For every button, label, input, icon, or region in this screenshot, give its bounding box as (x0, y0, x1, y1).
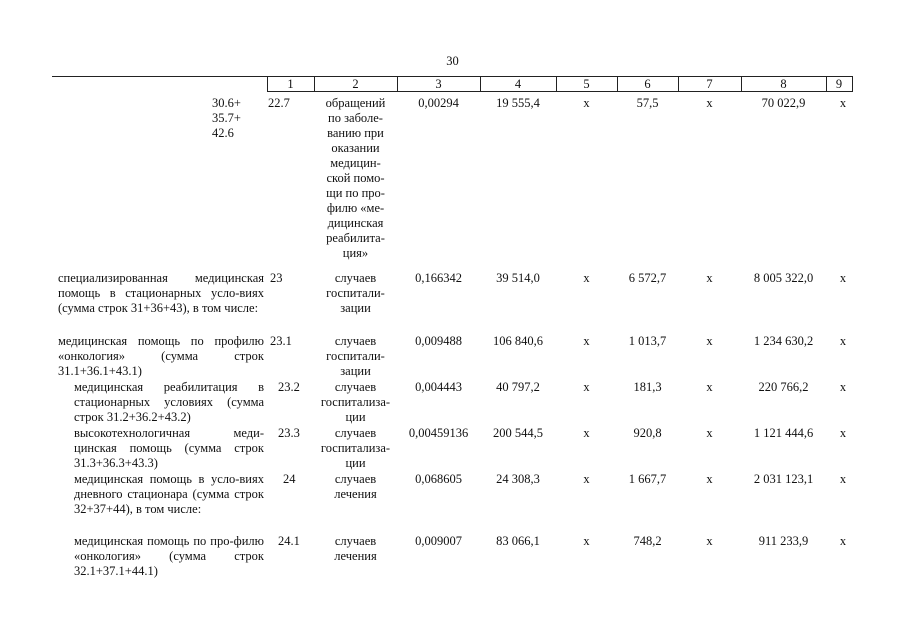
row-norm: 0,004443 (415, 380, 462, 394)
header-separator (852, 76, 853, 92)
row-label: медицинская помощь по про-филю «онкология» (сумма строк 32.1+37.1+44.1) (74, 534, 264, 578)
row-col5: х (583, 96, 590, 110)
row-col6: 748,2 (633, 534, 662, 548)
row-col9: х (839, 96, 847, 110)
row-col6: 57,5 (636, 96, 659, 110)
row-col7: х (706, 380, 713, 394)
row-col8: 70 022,9 (761, 96, 806, 110)
row-norm: 0,166342 (415, 271, 462, 285)
column-header: 7 (706, 77, 713, 91)
row-col5: х (583, 334, 590, 348)
row-code: 23.3 (278, 426, 300, 440)
row-col9: х (839, 380, 847, 394)
row-label: медицинская реабилитация в стационарных условиях (сумма строк 31.2+36.2+43.2) (74, 380, 264, 424)
row-cost: 24 308,3 (496, 472, 540, 486)
row-norm: 0,009488 (415, 334, 462, 348)
row-col7: х (706, 271, 713, 285)
row-col7: х (706, 96, 713, 110)
row-code: 23.1 (270, 334, 292, 348)
row-norm: 0,068605 (415, 472, 462, 486)
column-header: 9 (835, 77, 843, 91)
row-col5: х (583, 426, 590, 440)
row-cost: 106 840,6 (493, 334, 543, 348)
row-col7: х (706, 334, 713, 348)
row-unit: случаев лечения (334, 472, 377, 501)
row-col6: 1 667,7 (628, 472, 667, 486)
row-cost: 83 066,1 (496, 534, 540, 548)
row-col6: 1 013,7 (628, 334, 667, 348)
row-label: специализированная медицинская помощь в стационарных усло-виях (сумма строк 31+36+43), в том числе: (58, 271, 264, 315)
column-header: 1 (287, 77, 294, 91)
row-col9: х (839, 334, 847, 348)
column-header: 2 (352, 77, 359, 91)
row-col5: х (583, 271, 590, 285)
row-norm: 0,00294 (418, 96, 459, 110)
row-col6: 920,8 (633, 426, 662, 440)
row-col7: х (706, 472, 713, 486)
row-col9: х (839, 472, 847, 486)
row-code: 24.1 (278, 534, 300, 548)
row-unit: случаев госпитализа- ции (320, 380, 391, 424)
row-norm: 0,009007 (415, 534, 462, 548)
row-label: высокотехнологичная меди-цинская помощь (сумма строк 31.3+36.3+43.3) (74, 426, 264, 470)
row-cost: 200 544,5 (493, 426, 543, 440)
row-col6: 181,3 (633, 380, 662, 394)
row-unit: случаев госпитализа- ции (320, 426, 391, 470)
row-col9: х (839, 271, 847, 285)
row-norm: 0,00459136 (408, 426, 469, 440)
row-col8: 8 005 322,0 (753, 271, 814, 285)
row-col9: х (839, 426, 847, 440)
row-cost: 39 514,0 (496, 271, 540, 285)
header-bottom-rule (267, 91, 852, 92)
row-col7: х (706, 426, 713, 440)
row-col5: х (583, 472, 590, 486)
row-col5: х (583, 534, 590, 548)
row-unit: случаев лечения (334, 534, 377, 563)
row-col8: 220 766,2 (758, 380, 809, 394)
row-col6: 6 572,7 (628, 271, 667, 285)
row-code: 23.2 (278, 380, 300, 394)
row-unit: случаев госпитали- зации (326, 334, 385, 378)
row-col5: х (583, 380, 590, 394)
row-cost: 19 555,4 (496, 96, 540, 110)
row-col7: х (706, 534, 713, 548)
column-header: 5 (583, 77, 590, 91)
row-col8: 1 121 444,6 (753, 426, 814, 440)
column-header: 4 (514, 77, 522, 91)
page-number: 30 (446, 54, 459, 68)
row-label: 30.6+ 35.7+ 42.6 (212, 96, 241, 140)
row-col8: 911 233,9 (758, 534, 809, 548)
row-label: медицинская помощь в усло-виях дневного стационара (сумма строк 32+37+44), в том числе: (74, 472, 264, 516)
row-col8: 1 234 630,2 (753, 334, 814, 348)
row-unit: обращений по заболе- ванию при оказании медицин- ской помо- щи по про- филю «ме- дицинская реабилита- ция» (325, 96, 386, 260)
row-code: 23 (270, 271, 283, 285)
row-code: 22.7 (268, 96, 290, 110)
row-label: медицинская помощь по профилю «онкология» (сумма строк 31.1+36.1+43.1) (58, 334, 264, 378)
row-cost: 40 797,2 (496, 380, 540, 394)
row-code: 24 (283, 472, 296, 486)
column-header: 8 (780, 77, 787, 91)
column-header: 6 (644, 77, 651, 91)
row-unit: случаев госпитали- зации (326, 271, 385, 315)
column-header: 3 (435, 77, 442, 91)
row-col8: 2 031 123,1 (753, 472, 814, 486)
row-col9: х (839, 534, 847, 548)
